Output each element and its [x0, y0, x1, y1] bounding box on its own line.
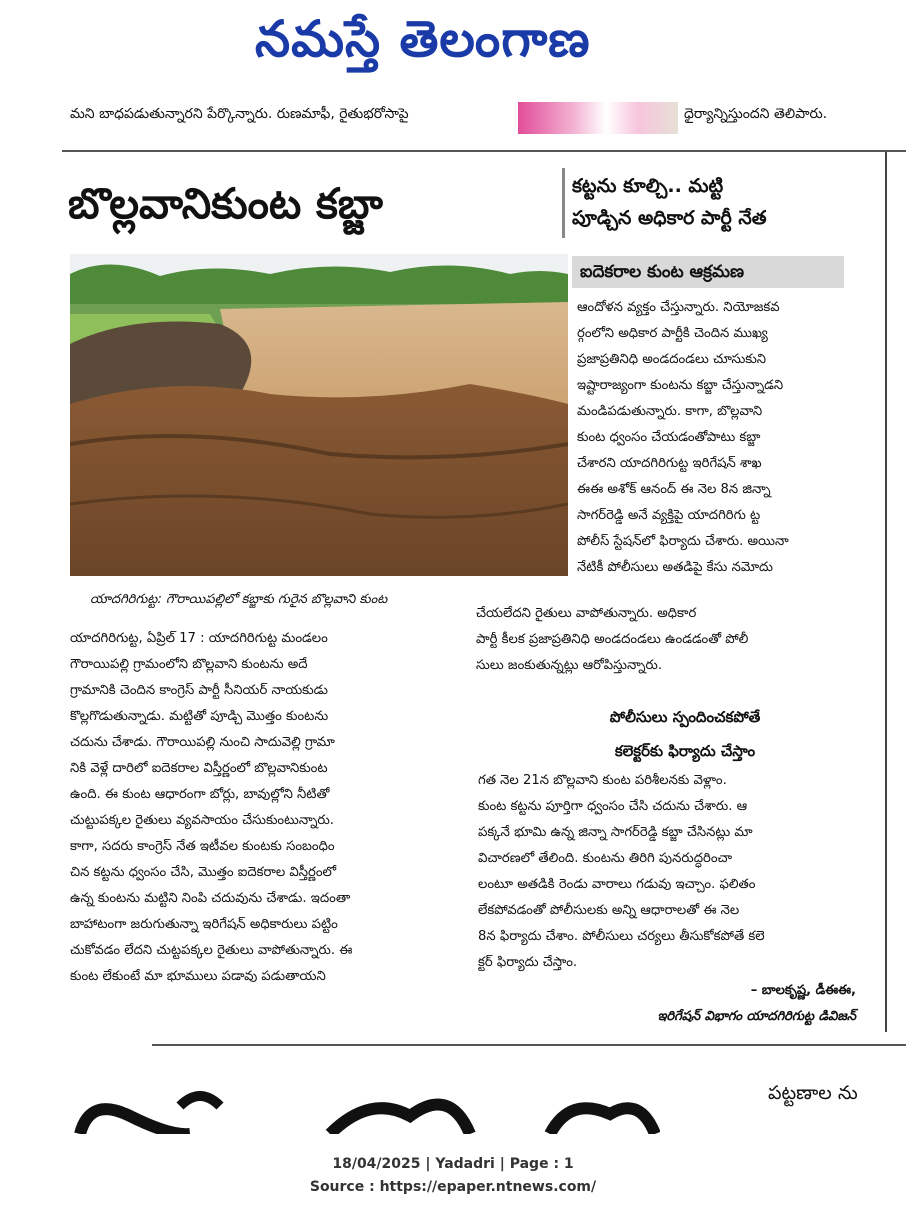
top-divider [62, 150, 906, 152]
text-line: చుట్టుపక్కల రైతులు వ్యవసాయం చేసుకుంటున్నారు. [70, 813, 334, 828]
text-line: చదును చేశాడు. గౌరాయిపల్లి నుంచి సాదువెల్లి గ్రామా [70, 735, 335, 750]
quote-subheading [520, 700, 850, 768]
text-line: పార్టీ కీలక ప్రజాప్రతినిధి అండదండలు ఉండడంతో పోలీ [476, 632, 749, 647]
text-line: గ్రామానికి చెందిన కాంగ్రెస్ పార్టీ సీనియర్ నాయకుడు [70, 683, 328, 698]
text-line: మండిపడుతున్నారు. కాగా, బొల్లవాని [577, 404, 763, 419]
footer-date-page: 18/04/2025 | Yadadri | Page : 1 [332, 1156, 574, 1172]
subhead-accent-bar [562, 168, 565, 238]
official-quote [478, 768, 858, 976]
text-line: లంటూ అతడికి రెండు వారాలు గడువు ఇచ్చాం. ఫలితం [478, 877, 756, 892]
photo-caption: యాదగిరిగుట్ట: గౌరాయిపల్లిలో కబ్జాకు గురైన బొల్లవాని కుంట [90, 592, 388, 607]
article-headline: బొల్లవానికుంట కబ్జా [68, 179, 383, 228]
text-line: ఉంది. ఈ కుంట ఆధారంగా బోర్లు, బావుల్లోని నీటితో [70, 787, 330, 802]
article-right-column [577, 295, 857, 581]
text-line: పక్కనే భూమి ఉన్న జిన్నా సాగర్‌రెడ్డి కబ్జా చేసినట్లు మా [478, 825, 753, 840]
next-article-teaser: పట్టణాల ను [768, 1082, 858, 1104]
article-subhead [572, 170, 842, 234]
text-line: ఆందోళన వ్యక్తం చేస్తున్నారు. నియోజకవ [577, 300, 780, 315]
text-line: చుకోవడం లేదని చుట్టపక్కల రైతులు వాపోతున్నారు. ఈ [70, 943, 353, 958]
text-line: విచారణలో తేలింది. కుంటను తిరిగి పునరుద్ధరించా [478, 851, 733, 866]
text-line: కుంట కట్టను పూర్తిగా ధ్వంసం చేసి చదును చేశారు. ఆ [478, 799, 748, 814]
text-line: క్టర్ ఫిర్యాదు చేస్తాం. [478, 955, 578, 970]
newspaper-masthead: నమస్తే తెలంగాణ [255, 10, 591, 68]
signature-name: – బాలకృష్ణ, డీఈఈ, [750, 983, 856, 998]
text-line: ఈఈ అశోక్ ఆనంద్ ఈ నెల 8న జిన్నా [577, 482, 771, 497]
text-line: కొల్లగొడుతున్నాడు. మట్టితో పూడ్చి మొత్తం కుంటను [70, 709, 329, 724]
text-line: ఇష్టారాజ్యంగా కుంటను కబ్జా చేస్తున్నాడని [577, 378, 784, 393]
text-line: 8న ఫిర్యాదు చేశాం. పోలీసులు చర్యలు తీసుకోకపోతే కలె [478, 929, 765, 944]
teaser-photo [518, 102, 678, 134]
teaser-right-text: ధైర్యాన్నిస్తుందని తెలిపారు. [684, 106, 828, 122]
text-line: కుంట ధ్వంసం చేయడంతోపాటు కబ్జా [577, 430, 761, 445]
text-line: ర్గంలోని అధికార పార్టీకి చెందిన ముఖ్య [577, 326, 768, 341]
subheading-line: కలెక్టర్‌కు ఫిర్యాదు చేస్తాం [614, 742, 756, 760]
text-line: నేటికీ పోలీసులు అతడిపై కేసు నమోదు [577, 560, 773, 575]
subhead-line: పూడ్చిన అధికార పార్టీ నేత [572, 207, 767, 229]
text-line: గౌరాయిపల్లి గ్రామంలోని బొల్లవాని కుంటను అదే [70, 657, 308, 672]
text-line: బాహాటంగా జరుగుతున్నా ఇరిగేషన్ అధికారులు పట్టిం [70, 917, 338, 932]
column-divider [885, 152, 887, 1032]
text-line: లేకపోవడంతో పోలీసులకు అన్ని ఆధారాలతో ఈ నెల [478, 903, 740, 918]
text-line: చేశారని యాదగిరిగుట్ట ఇరిగేషన్ శాఖ [577, 456, 762, 471]
bottom-divider [152, 1044, 906, 1046]
text-line: పోలీస్ స్టేషన్‌లో ఫిర్యాదు చేశారు. అయినా [577, 534, 789, 549]
text-line: సాగర్‌రెడ్డి అనే వ్యక్తిపై యాదగిరిగు ట్ట [577, 508, 761, 523]
footer-source: Source : https://epaper.ntnews.com/ [309, 1179, 597, 1195]
text-line: గత నెల 21న బొల్లవాని కుంట పరిశీలనకు వెళ్లాం. [478, 773, 727, 788]
subhead-line: కట్టను కూల్చి.. మట్టి [572, 175, 724, 197]
article-wide-column [476, 601, 858, 679]
subheading-line: పోలీసులు స్పందించకపోతే [609, 708, 761, 726]
text-line: ప్రజాప్రతినిధి అండదండలు చూసుకుని [577, 352, 767, 367]
text-line: కుంట లేకుంటే మా భూములు పడావు పడుతాయని [70, 969, 326, 984]
article-photo [70, 254, 568, 576]
article-left-column [70, 626, 450, 990]
text-line: నికి వెళ్లే దారిలో ఐదెకరాల విస్తీర్ణంలో బొల్లవానికుంట [70, 761, 328, 776]
text-line: యాదగిరిగుట్ట, ఏప్రిల్ 17 : యాదగిరిగుట్ట మండలం [70, 631, 328, 646]
signature-department: ఇరిగేషన్ విభాగం యాదగిరిగుట్ట డివిజన్ [657, 1009, 856, 1024]
text-line: సులు జంకుతున్నట్లు ఆరోపిస్తున్నారు. [476, 658, 663, 673]
text-line: చేయలేదని రైతులు వాపోతున్నారు. అధికార [476, 606, 697, 621]
section-heading-bar: ఐదెకరాల కుంట ఆక్రమణ [572, 256, 844, 288]
teaser-left-text: మని బాధపడుతున్నారని పేర్కొన్నారు. రుణమాఫీ, రైతుభరోసాపై [70, 106, 409, 122]
next-article-headline-cropped [70, 1086, 660, 1134]
text-line: కాగా, సదరు కాంగ్రెస్ నేత ఇటీవల కుంటకు సంబంధిం [70, 839, 335, 854]
text-line: ఉన్న కుంటను మట్టిని నింపి చదువును చేశాడు. ఇదంతా [70, 891, 351, 906]
text-line: చిన కట్టను ధ్వంసం చేసి, మొత్తం ఐదెకరాల విస్తీర్ణంలో [70, 865, 337, 880]
